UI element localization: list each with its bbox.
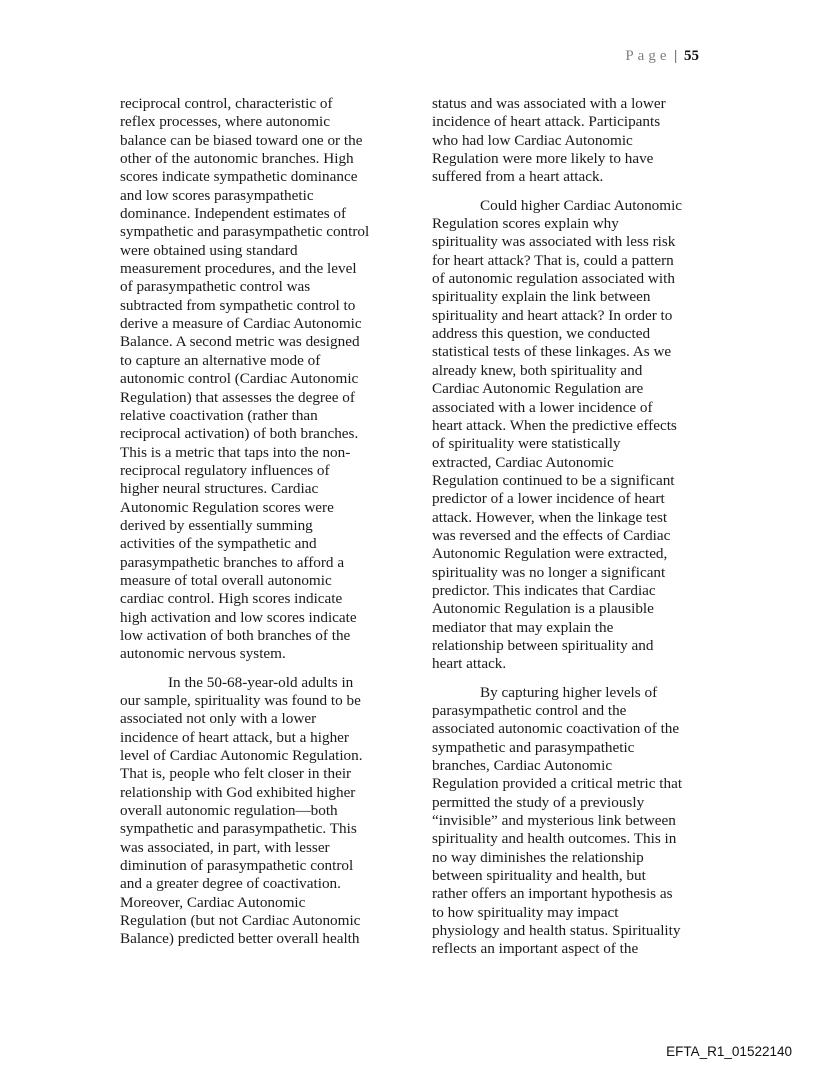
text-line: suffered from a heart attack. [432,168,604,186]
text-line: branches, Cardiac Autonomic [432,757,613,775]
text-line: Autonomic Regulation scores were [120,498,334,516]
text-line: predictor of a lower incidence of heart [432,490,665,508]
text-line: Cardiac Autonomic Regulation are [432,380,644,398]
text-line: activities of the sympathetic and [120,535,317,553]
text-line: measurement procedures, and the level [120,260,357,278]
text-line: derived by essentially summing [120,516,313,534]
text-line: subtracted from sympathetic control to [120,296,356,314]
text-line: By capturing higher levels of [480,683,658,701]
text-line: was associated, in part, with lesser [120,838,330,856]
text-line: parasympathetic control and the [432,702,627,719]
text-line: spirituality explain the link between [432,288,651,306]
text-line: spirituality and heart attack? In order to [432,306,673,324]
text-line: permitted the study of a previously [432,793,645,811]
text-line: reflects an important aspect of the [432,940,639,958]
text-line: spirituality was no longer a significant [432,563,666,581]
text-line: relative coactivation (rather than [120,406,318,424]
text-line: overall autonomic regulation—both [120,802,338,820]
text-line: relationship with God exhibited higher [120,783,356,801]
text-line: attack. However, when the linkage test [432,508,668,526]
text-line: predictor. This indicates that Cardiac [432,581,656,599]
text-line: high activation and low scores indicate [120,608,357,626]
right-column [432,95,717,969]
text-line: parasympathetic branches to afford a [120,553,345,571]
text-line: level of Cardiac Autonomic Regulation. [120,747,363,765]
text-line: of spirituality were statistically [432,435,621,453]
text-line: and low scores parasympathetic [120,186,314,204]
left-column [120,95,405,959]
text-line: Could higher Cardiac Autonomic [480,196,683,214]
text-line: extracted, Cardiac Autonomic [432,453,614,471]
text-line: higher neural structures. Cardiac [120,480,319,498]
text-line: scores indicate sympathetic dominance [120,168,358,186]
page-header [625,48,699,65]
text-line: and a greater degree of coactivation. [120,875,341,893]
text-line: reciprocal control, characteristic of [120,95,333,112]
text-line: associated with a lower incidence of [432,398,653,416]
text-line: physiology and health status. Spirituality [432,922,681,940]
text-line: no way diminishes the relationship [432,848,644,866]
text-line: diminution of parasympathetic control [120,857,354,875]
text-line: sympathetic and parasympathetic. This [120,820,357,838]
text-line: Regulation (but not Cardiac Autonomic [120,912,361,930]
text-line: who had low Cardiac Autonomic [432,131,633,149]
page-label: Page [625,48,671,64]
text-line: for heart attack? That is, could a pattern [432,251,674,269]
text-line: In the 50-68-year-old adults in [168,673,354,691]
text-line: spirituality was associated with less risk [432,233,676,251]
text-line: Autonomic Regulation were extracted, [432,545,668,563]
paragraph [432,197,717,674]
text-line: This is a metric that taps into the non- [120,443,351,461]
text-line: autonomic nervous system. [120,645,286,663]
text-line: balance can be biased toward one or the [120,131,363,149]
text-line: Regulation scores explain why [432,215,619,233]
text-line: low activation of both branches of the [120,626,351,644]
paragraph [432,95,717,187]
text-line: was reversed and the effects of Cardiac [432,526,671,544]
text-line: our sample, spirituality was found to be [120,692,361,709]
text-line: Regulation continued to be a significant [432,471,675,489]
text-line: sympathetic and parasympathetic [432,738,635,756]
text-line: reflex processes, where autonomic [120,113,331,131]
text-line: derive a measure of Cardiac Autonomic [120,315,362,333]
text-line: associated not only with a lower [120,710,317,728]
text-line: already knew, both spirituality and [432,361,643,379]
text-line: other of the autonomic branches. High [120,150,354,168]
text-line: mediator that may explain the [432,618,614,636]
text-line: Balance. A second metric was designed [120,333,360,351]
text-line: sympathetic and parasympathetic control [120,223,370,241]
paragraph [120,674,405,949]
text-line: heart attack. [432,655,507,673]
text-line: measure of total overall autonomic [120,571,332,589]
text-line: statistical tests of these linkages. As we [432,343,672,361]
text-line: reciprocal activation) of both branches. [120,425,359,443]
text-line: dominance. Independent estimates of [120,205,347,223]
text-line: relationship between spirituality and [432,636,654,654]
text-line: incidence of heart attack, but a higher [120,728,349,746]
text-line: Regulation provided a critical metric that [432,775,683,793]
text-line: rather offers an important hypothesis as [432,885,673,903]
text-line: Regulation) that assesses the degree of [120,388,355,406]
text-line: to how spirituality may impact [432,903,619,921]
text-line: incidence of heart attack. Participants [432,113,661,131]
text-line: between spirituality and health, but [432,867,646,885]
text-line: Balance) predicted better overall health [120,930,360,948]
text-line: Autonomic Regulation is a plausible [432,600,654,618]
text-line: to capture an alternative mode of [120,351,321,369]
text-line: cardiac control. High scores indicate [120,590,343,608]
text-line: Regulation were more likely to have [432,150,654,168]
paragraph [120,95,405,664]
text-line: reciprocal regulatory influences of [120,461,330,479]
text-line: heart attack. When the predictive effects [432,416,677,434]
page-number: 55 [684,48,699,64]
page-separator: | [674,48,678,64]
text-line: Moreover, Cardiac Autonomic [120,893,306,911]
text-line: spirituality and health outcomes. This in [432,830,677,848]
text-line: status and was associated with a lower [432,95,666,112]
text-line: autonomic control (Cardiac Autonomic [120,370,359,388]
text-line: associated autonomic coactivation of the [432,720,680,738]
text-line: of autonomic regulation associated with [432,270,675,288]
text-line: address this question, we conducted [432,325,651,343]
text-line: “invisible” and mysterious link between [432,812,676,830]
paragraph [432,684,717,959]
text-line: of parasympathetic control was [120,278,311,296]
text-line: That is, people who felt closer in their [120,765,352,783]
document-id: EFTA_R1_01522140 [666,1044,792,1059]
text-line: were obtained using standard [120,241,298,259]
